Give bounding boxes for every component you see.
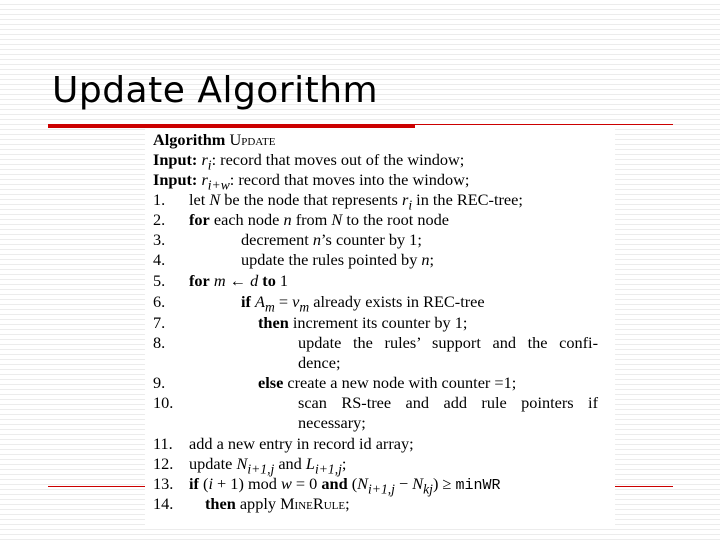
step-var: N	[331, 210, 343, 229]
input-label: Input:	[153, 170, 198, 189]
step-var: v	[292, 292, 300, 311]
step-text: (	[347, 474, 358, 493]
step-text: each node	[209, 210, 284, 229]
step-text: increment its counter by 1;	[288, 313, 468, 332]
step-text: in the REC-tree;	[412, 190, 523, 209]
step-9	[153, 373, 516, 393]
step-number: 5.	[153, 271, 166, 290]
step-text: already exists in REC-tree	[309, 292, 485, 311]
input-text: : record that moves into the window;	[229, 170, 470, 189]
step-text: decrement	[241, 230, 313, 249]
step-var: m	[213, 271, 226, 290]
algorithm-keyword: Algorithm	[153, 130, 226, 149]
input-text: : record that moves out of the window;	[211, 150, 465, 169]
step-12	[153, 454, 347, 477]
step-text: update the rules pointed by	[241, 250, 422, 269]
step-keyword: and	[321, 474, 348, 493]
step-2	[153, 210, 449, 230]
step-keyword: then	[205, 494, 236, 513]
step-var-sub: i+1,j	[314, 461, 342, 477]
step-symbol: =	[274, 292, 293, 311]
input-line-1	[153, 150, 465, 173]
algorithm-name: Update	[229, 130, 276, 149]
step-var: N	[412, 474, 424, 493]
step-4	[153, 250, 434, 270]
step-3	[153, 230, 422, 250]
input-line-2	[153, 170, 470, 193]
step-var: d	[250, 271, 259, 290]
step-14	[153, 494, 350, 514]
procedure-name: MineRule	[280, 494, 346, 513]
step-number: 13.	[153, 474, 174, 493]
step-number: 2.	[153, 210, 166, 229]
step-8	[153, 333, 598, 353]
title-underline-thin	[415, 124, 673, 125]
step-text: necessary;	[298, 413, 366, 432]
step-var-sub: i+1,j	[247, 461, 275, 477]
slide-title: Update Algorithm	[52, 70, 379, 111]
step-text: add a new entry in record id array;	[189, 434, 414, 453]
step-1	[153, 190, 523, 213]
step-keyword: for	[189, 210, 210, 229]
input-var: r	[201, 150, 208, 169]
step-var: A	[255, 292, 265, 311]
step-text: update	[189, 454, 237, 473]
step-13	[153, 474, 501, 497]
step-var: n	[312, 230, 322, 249]
step-keyword: if	[189, 474, 199, 493]
step-var: N	[236, 454, 248, 473]
step-text: (	[198, 474, 209, 493]
input-var-sub: i	[207, 157, 212, 173]
step-text: from	[291, 210, 332, 229]
step-var: i	[208, 474, 213, 493]
step-text: dence;	[298, 353, 341, 372]
step-5	[153, 271, 288, 291]
step-var: N	[357, 474, 369, 493]
step-text: scan RS-tree and add rule pointers if	[298, 393, 598, 412]
step-number: 8.	[153, 333, 166, 352]
step-text: apply	[235, 494, 281, 513]
step-text: ;	[429, 250, 435, 269]
step-8-continued	[153, 353, 340, 373]
algorithm-figure	[145, 128, 615, 526]
step-keyword: if	[241, 292, 251, 311]
step-text: 1	[275, 271, 289, 290]
step-symbol: −	[394, 474, 413, 493]
step-var-sub: m	[264, 299, 275, 315]
step-var: w	[280, 474, 292, 493]
step-text: create a new node with counter =1;	[283, 373, 517, 392]
step-text: to the root node	[342, 210, 450, 229]
step-keyword: then	[258, 313, 289, 332]
step-var-sub: i+1,j	[368, 481, 395, 497]
step-text: ;	[341, 454, 347, 473]
input-var: r	[201, 170, 208, 189]
step-text: ;	[345, 494, 350, 513]
step-symbol: ←	[225, 271, 251, 290]
threshold-name: minWR	[455, 477, 501, 494]
input-label: Input:	[153, 150, 198, 169]
step-text: be the node that represents	[220, 190, 402, 209]
step-var: r	[401, 190, 409, 209]
step-number: 11.	[153, 434, 173, 453]
step-11	[153, 434, 414, 454]
step-symbol: ) ≥	[432, 474, 456, 493]
step-var: n	[421, 250, 430, 269]
step-var-sub: m	[299, 299, 310, 315]
step-keyword: to	[262, 271, 276, 290]
step-10-continued	[153, 413, 366, 433]
step-text: = 0	[291, 474, 322, 493]
step-keyword: else	[258, 373, 284, 392]
step-6	[153, 292, 485, 315]
step-7	[153, 313, 467, 333]
step-var: L	[305, 454, 315, 473]
step-number: 3.	[153, 230, 166, 249]
step-number: 10.	[153, 393, 174, 412]
step-number: 6.	[153, 292, 166, 311]
step-text: ’s counter by 1;	[321, 230, 422, 249]
algorithm-header	[153, 130, 275, 150]
step-number: 12.	[153, 454, 174, 473]
step-var: N	[209, 190, 221, 209]
step-var-sub: kj	[423, 481, 433, 497]
input-var-sub: i+w	[207, 177, 230, 193]
step-number: 9.	[153, 373, 166, 392]
step-number: 7.	[153, 313, 166, 332]
step-10	[153, 393, 598, 413]
step-var: n	[283, 210, 292, 229]
step-text: update the rules’ support and the confi-	[298, 333, 598, 352]
step-number: 14.	[153, 494, 174, 513]
step-number: 1.	[153, 190, 166, 209]
step-text: + 1) mod	[212, 474, 281, 493]
step-keyword: for	[189, 271, 210, 290]
step-text: let	[189, 190, 210, 209]
step-number: 4.	[153, 250, 166, 269]
step-text: and	[274, 454, 306, 473]
step-var-sub: i	[408, 197, 413, 213]
